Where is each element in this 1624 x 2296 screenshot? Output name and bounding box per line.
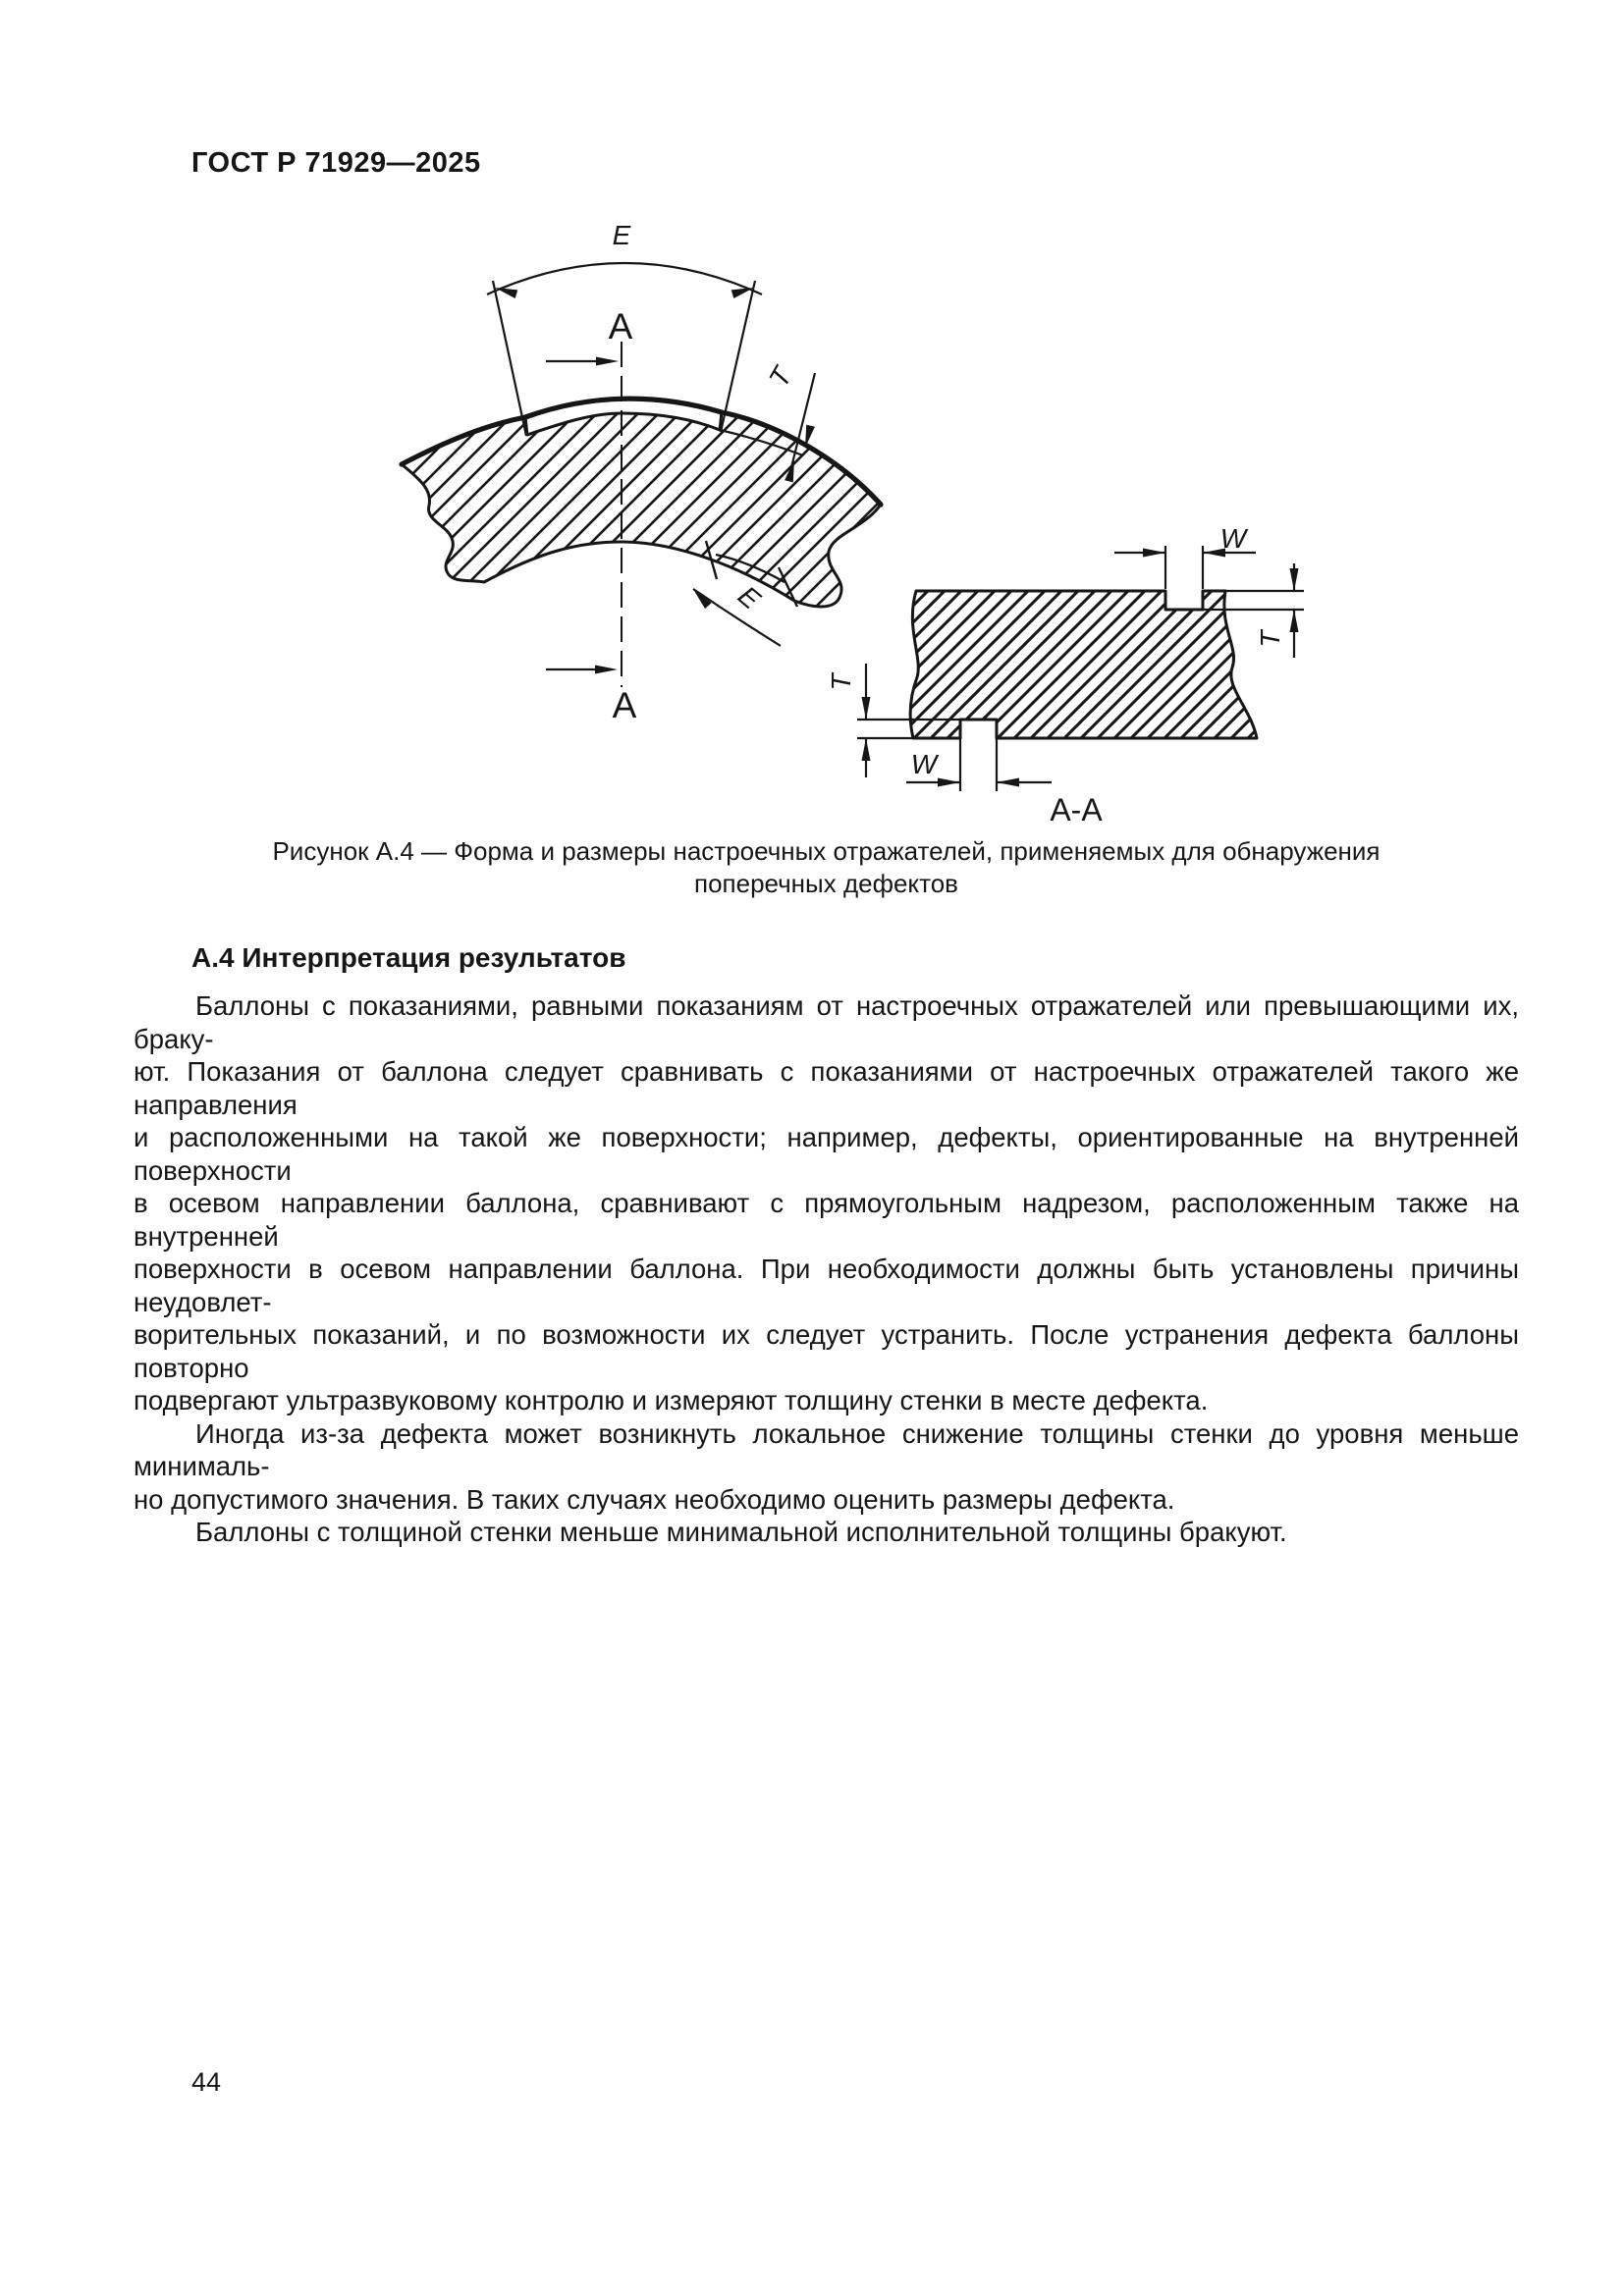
dim-label-t-section-right: T	[1255, 630, 1285, 648]
body-line: Иногда из-за дефекта может возникнуть локальное снижение толщины стенки до уровня меньше минималь-	[134, 1417, 1519, 1481]
dim-label-w-top: W	[1219, 523, 1247, 554]
section-heading: А.4 Интерпретация результатов	[191, 942, 626, 973]
body-line: но допустимого значения. В таких случаях необходимо оценить размеры дефекта.	[134, 1483, 1175, 1515]
figure-caption	[134, 835, 1519, 900]
figure-caption-line2: поперечных дефектов	[694, 869, 958, 898]
dim-label-w-bottom: W	[910, 749, 938, 779]
body-line: ворительных показаний, и по возможности их следует устранить. После устранения дефекта баллоны повторно	[134, 1319, 1519, 1383]
document-header: ГОСТ Р 71929—2025	[191, 147, 481, 179]
section-arrow-top	[546, 357, 619, 366]
body-line: в осевом направлении баллона, сравнивают с прямоугольным надрезом, расположенным также на внутренней	[134, 1188, 1519, 1252]
dim-label-e-inner: E	[731, 579, 767, 615]
page-number: 44	[191, 2067, 222, 2097]
dim-label-t-section-left: T	[826, 673, 856, 691]
body-line: Баллоны с показаниями, равными показаниям от настроечных отражателей или превышающими их, браку-	[134, 990, 1519, 1054]
section-view-title: А-А	[1050, 792, 1103, 828]
view-label-a-top: A	[608, 306, 633, 347]
body-line: ют. Показания от баллона следует сравнивать с показаниями от настроечных отражателей такого же направления	[134, 1056, 1519, 1120]
view-label-a-bottom: A	[612, 685, 637, 725]
dim-e-inner	[690, 586, 781, 646]
body-line: поверхности в осевом направлении баллона. При необходимости должны быть установлены причины неудовлет-	[134, 1254, 1519, 1317]
body-line: подвергают ультразвуковому контролю и измеряют толщину стенки в месте дефекта.	[134, 1385, 1209, 1415]
figure-a4-drawing	[383, 201, 1326, 834]
body-line: и расположенными на такой же поверхности; например, дефекты, ориентированные на внутренней поверхности	[134, 1122, 1519, 1186]
dim-label-e-top: E	[612, 220, 631, 250]
dim-label-t-left-view: T	[763, 362, 798, 393]
figure-caption-line1: Рисунок А.4 — Форма и размеры настроечных отражателей, применяемых для обнаружения	[272, 836, 1380, 866]
body-line: Баллоны с толщиной стенки меньше минимальной исполнительной толщины бракуют.	[195, 1517, 1287, 1547]
section-arrow-bottom	[546, 666, 618, 674]
body-text	[134, 989, 1519, 1549]
